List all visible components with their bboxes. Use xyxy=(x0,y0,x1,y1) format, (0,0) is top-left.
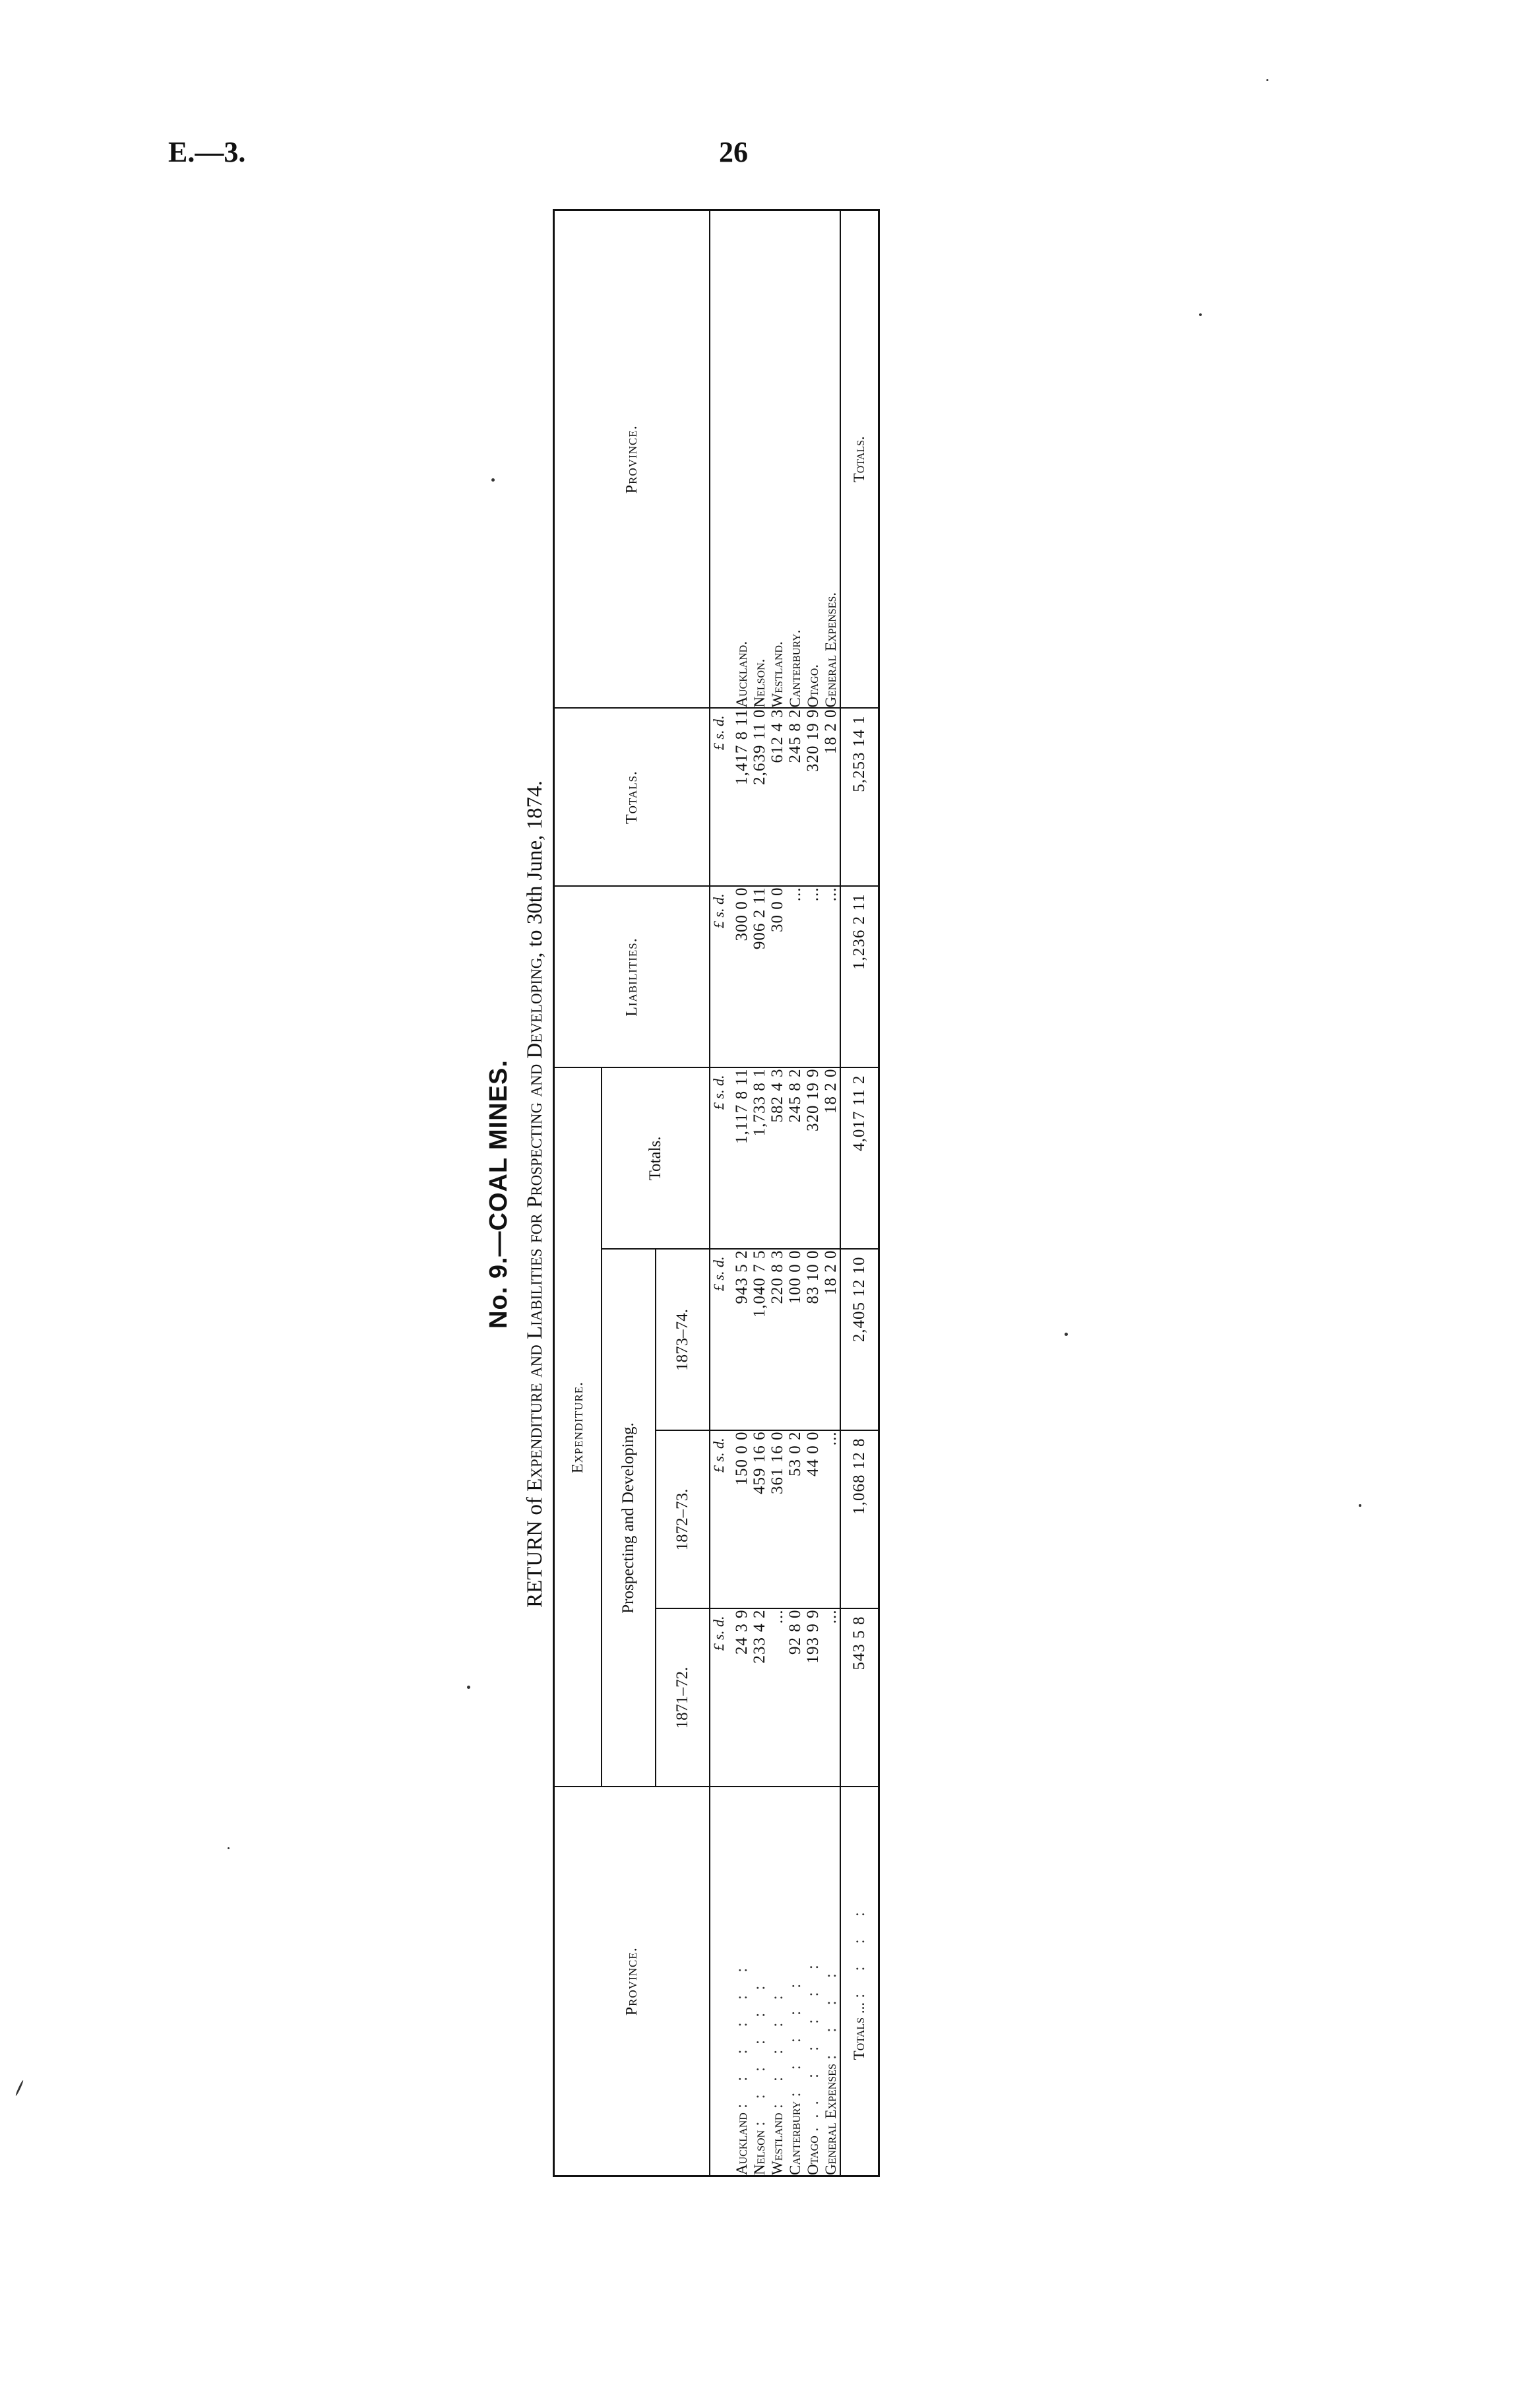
paper-speck xyxy=(1359,1504,1361,1507)
column-1871-72: 24 3 9 233 4 2 ... 92 8 0 193 9 9 ... xyxy=(733,1609,840,1787)
data-block xyxy=(733,210,840,2176)
header-expenditure: Expenditure. xyxy=(554,1068,602,1787)
total-1871-72: 543 5 8 xyxy=(840,1609,879,1787)
totals-label-right: Totals. xyxy=(840,210,879,709)
grand-total: 5,253 14 1 xyxy=(840,709,879,887)
paper-speck xyxy=(15,2080,24,2097)
header-expenditure-totals: Totals. xyxy=(602,1068,710,1250)
header-prospecting: Prospecting and Developing. xyxy=(602,1250,656,1787)
header-province: Province. xyxy=(554,1787,710,2176)
province-right-column: Auckland. Nelson. Westland. Canterbury. Otago. General Expenses. xyxy=(733,210,840,709)
header-liabilities: Liabilities. xyxy=(554,887,710,1068)
paper-speck xyxy=(1266,79,1268,81)
units-blank xyxy=(710,1787,733,2176)
page-reference: E.—3. xyxy=(168,136,246,168)
column-grand-totals: 1,417 8 11 2,639 11 0 612 4 3 245 8 2 320 19 9 18 2 0 xyxy=(733,709,840,887)
total-1872-73: 1,068 12 8 xyxy=(840,1431,879,1609)
column-expenditure-totals: 1,117 8 11 1,733 8 1 582 4 3 245 8 2 320 19 9 18 2 0 xyxy=(733,1068,840,1250)
totals-label-cell: Totals ... : : : : xyxy=(840,1787,879,2176)
coal-mines-return-table xyxy=(553,209,880,2177)
header-1873-74: 1873–74. xyxy=(656,1250,710,1431)
subtitle-main: Expenditure and Liabilities for Prospecting and Developing, xyxy=(523,952,547,1492)
totals-row xyxy=(840,210,879,2176)
subtitle-suffix: to 30th June, 1874. xyxy=(523,780,547,953)
table-row: Westland : : : : : xyxy=(768,1986,786,2175)
paper-speck xyxy=(467,1686,470,1689)
column-liabilities: 300 0 0 906 2 11 30 0 0 ... ... ... xyxy=(733,887,840,1068)
table-row: Auckland : : : : : : xyxy=(732,1958,751,2175)
table-subtitle xyxy=(520,211,550,2177)
column-1873-74: 943 5 2 1,040 7 5 220 8 3 100 0 0 83 10 0 18 2 0 xyxy=(733,1250,840,1431)
total-liabilities: 1,236 2 11 xyxy=(840,887,879,1068)
subtitle-prefix: RETURN of xyxy=(523,1491,547,1608)
province-column xyxy=(733,1787,840,2176)
rotated-table-block xyxy=(481,211,983,2177)
column-1872-73: 150 0 0 459 16 6 361 16 0 53 0 2 44 0 0 ... xyxy=(733,1431,840,1609)
total-1873-74: 2,405 12 10 xyxy=(840,1250,879,1431)
total-expenditure: 4,017 11 2 xyxy=(840,1068,879,1250)
paper-speck xyxy=(228,1847,230,1849)
table-heading xyxy=(481,211,550,2177)
header-province-right: Province. xyxy=(554,210,710,709)
table-row: Canterbury : : : : : xyxy=(786,1974,804,2175)
header-1871-72: 1871–72. xyxy=(656,1609,710,1787)
units-expenditure-totals: £ s. d. xyxy=(710,1068,733,1250)
units-liabilities: £ s. d. xyxy=(710,887,733,1068)
page-number: 26 xyxy=(719,136,748,168)
units-1872-73: £ s. d. xyxy=(710,1431,733,1609)
units-blank-right xyxy=(710,210,733,709)
table-row: Nelson : : : : : : xyxy=(750,1976,768,2175)
units-1873-74: £ s. d. xyxy=(710,1250,733,1431)
paper-speck xyxy=(1199,313,1202,316)
units-1871-72: £ s. d. xyxy=(710,1609,733,1787)
units-grand-totals: £ s. d. xyxy=(710,709,733,887)
table-title: No. 9.—COAL MINES. xyxy=(485,1060,512,1329)
table-row: Otago ... : : : : : xyxy=(803,1955,822,2175)
header-1872-73: 1872–73. xyxy=(656,1431,710,1609)
table-row: General Expenses : : : : xyxy=(821,1964,840,2175)
header-grand-totals: Totals. xyxy=(554,709,710,887)
paper-speck xyxy=(1065,1333,1068,1336)
